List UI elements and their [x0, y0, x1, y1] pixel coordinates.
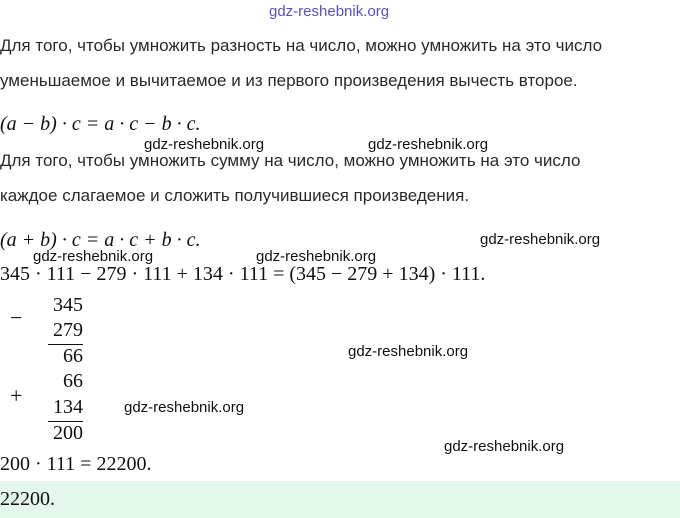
rule-difference-line-1: Для того, чтобы умножить разность на число, можно умножить на это число: [0, 36, 603, 55]
answer-value: 22200.: [0, 488, 55, 510]
watermark: gdz-reshebnik.org: [33, 248, 154, 265]
watermark: gdz-reshebnik.org: [444, 438, 565, 455]
rule-sum-line-2: каждое слагаемое и сложить получившиеся произведения.: [0, 186, 470, 205]
watermark: gdz-reshebnik.org: [124, 399, 245, 416]
subtraction-minuend: 345: [53, 294, 83, 316]
watermark: gdz-reshebnik.org: [348, 343, 469, 360]
watermark: gdz-reshebnik.org: [256, 248, 377, 265]
addition-result: 200: [53, 422, 83, 444]
addition-operator: +: [10, 383, 23, 408]
rule-sum-formula: (a + b) · c = a · c + b · c.: [0, 229, 201, 251]
subtraction-operator: −: [10, 305, 23, 330]
answer-box: [0, 481, 680, 518]
subtraction-result: 66: [63, 345, 83, 367]
watermark: gdz-reshebnik.org: [144, 136, 265, 153]
watermark: gdz-reshebnik.org: [368, 136, 489, 153]
watermark: gdz-reshebnik.org: [480, 231, 601, 248]
subtraction-subtrahend: 279: [53, 319, 83, 341]
rule-difference-line-2: уменьшаемое и вычитаемое и из первого произведения вычесть второе.: [0, 71, 578, 90]
main-expression: 345 · 111 − 279 · 111 + 134 · 111 = (345 − 279 + 134) · 111.: [0, 263, 486, 285]
final-product: 200 · 111 = 22200.: [0, 453, 152, 475]
rule-sum-line-1: Для того, чтобы умножить сумму на число, можно умножить на это число: [0, 151, 581, 170]
rule-difference-formula: (a − b) · c = a · c − b · c.: [0, 113, 201, 135]
addition-first-term: 66: [63, 370, 83, 392]
addition-second-term: 134: [53, 396, 83, 418]
watermark-top: gdz-reshebnik.org: [269, 3, 390, 20]
